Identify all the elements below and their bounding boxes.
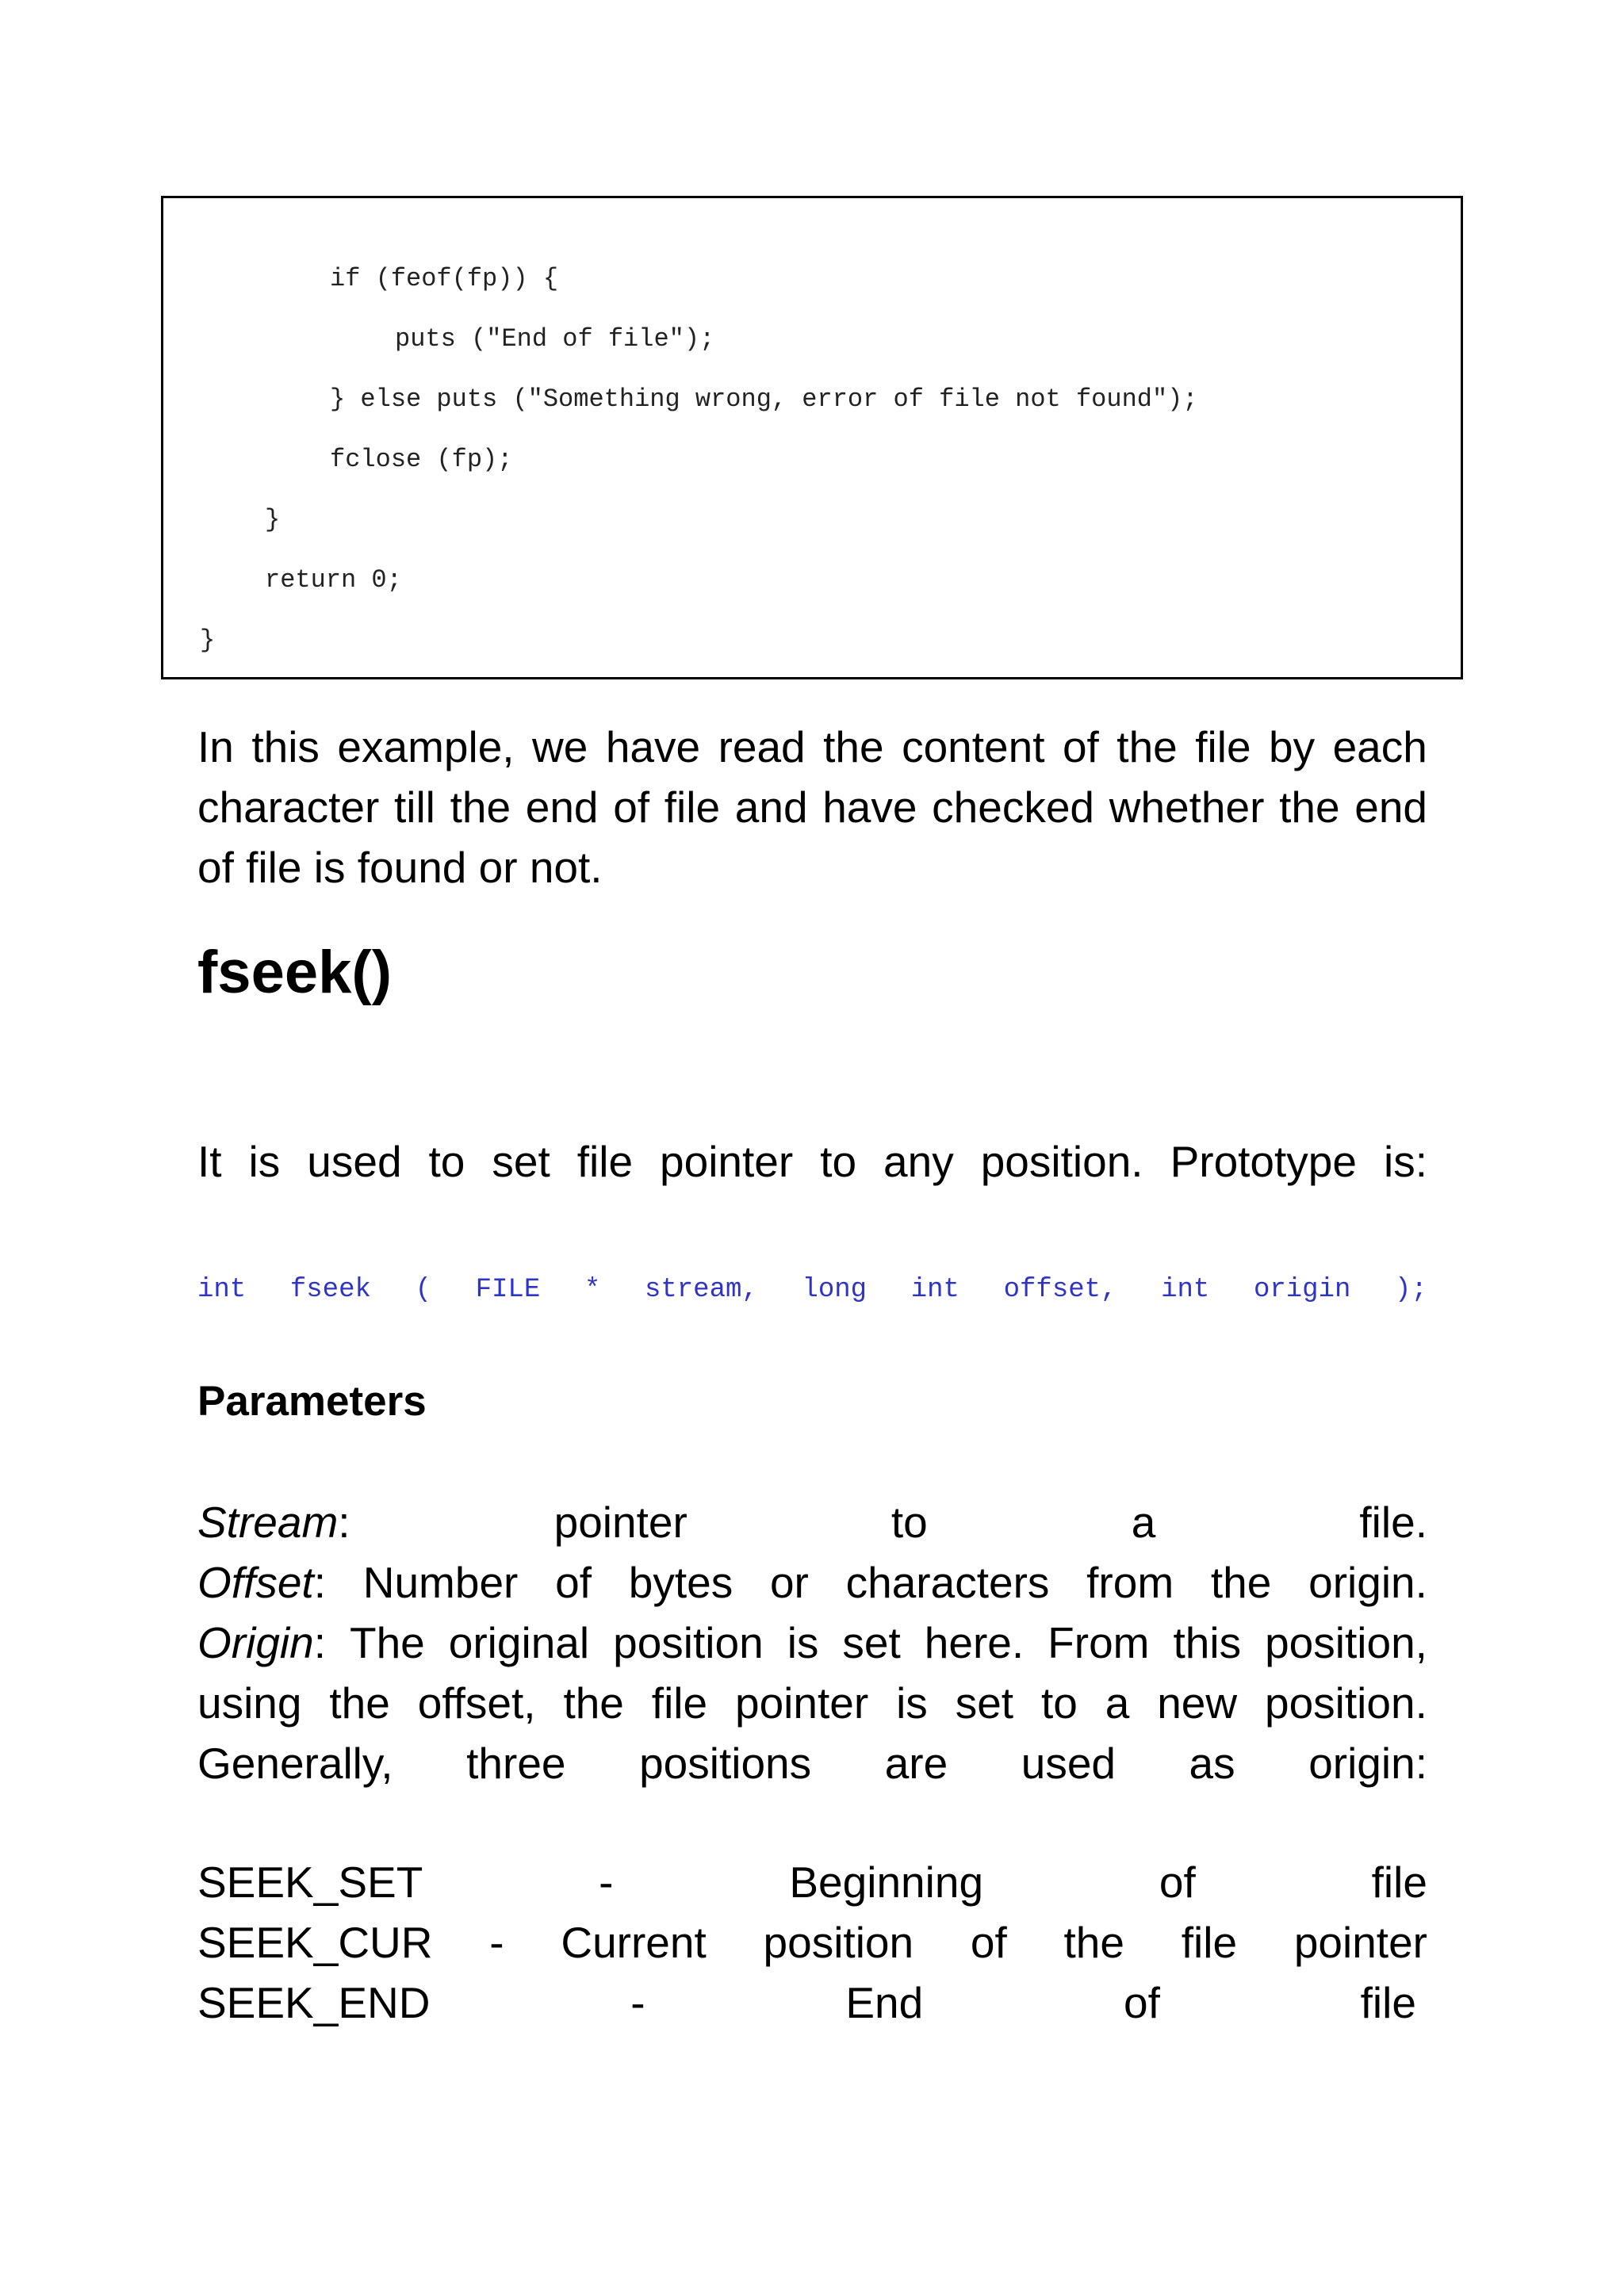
code-line: puts ("End of file"); <box>395 324 715 354</box>
word: the <box>1063 1918 1124 1967</box>
word: the <box>329 1678 390 1728</box>
word: The <box>350 1618 425 1667</box>
word: the <box>563 1678 624 1728</box>
word: are <box>884 1739 948 1788</box>
seek-constant-line <box>197 1912 1427 1973</box>
word: file <box>651 1678 708 1728</box>
word: SEEK_SET <box>197 1858 423 1907</box>
paragraph-line <box>197 1131 1427 1192</box>
word: by <box>1269 722 1316 771</box>
function-prototype <box>197 1275 1427 1305</box>
word: the <box>823 722 884 771</box>
seek-constants-list <box>197 1852 1427 2033</box>
paragraph-line: of file is found or not. <box>197 843 603 892</box>
word: pointer <box>735 1678 869 1728</box>
word: this <box>251 722 320 771</box>
word: file <box>1371 1858 1427 1907</box>
word: position, <box>1265 1618 1427 1667</box>
code-line: } <box>265 505 281 534</box>
word: of <box>1159 1858 1196 1907</box>
paragraph-line <box>197 1673 1427 1733</box>
paragraph-line <box>197 1552 1427 1613</box>
word: to <box>428 1137 465 1186</box>
word: a <box>1131 1498 1156 1547</box>
paragraph-line <box>197 717 1427 777</box>
word: end <box>1354 783 1427 832</box>
word: set <box>842 1618 901 1667</box>
word: position <box>613 1618 764 1667</box>
word: file <box>1181 1918 1238 1967</box>
word: origin: <box>1308 1739 1427 1788</box>
word: Beginning <box>789 1858 984 1907</box>
paragraph-line <box>197 1733 1427 1793</box>
word: set <box>492 1137 550 1186</box>
word: of <box>1062 722 1099 771</box>
seek-constant-line <box>197 1852 1427 1912</box>
word: of <box>613 783 650 832</box>
word: Current <box>561 1918 707 1967</box>
word: It <box>197 1137 222 1186</box>
word: file <box>1195 722 1251 771</box>
word: and <box>734 783 808 832</box>
code-token: origin <box>1253 1275 1351 1305</box>
word: of <box>1124 1978 1160 2027</box>
code-line: } <box>200 626 216 655</box>
word: set <box>955 1678 1014 1728</box>
word: is <box>787 1618 819 1667</box>
word: from <box>1086 1558 1174 1607</box>
word: have <box>605 722 701 771</box>
word: content <box>902 722 1045 771</box>
word: original <box>448 1618 590 1667</box>
code-block <box>161 196 1463 679</box>
word: End <box>845 1978 924 2027</box>
paragraph-line <box>197 1613 1427 1673</box>
word: as <box>1189 1739 1235 1788</box>
code-token: fseek <box>289 1275 371 1305</box>
code-token: stream, <box>644 1275 758 1305</box>
word: is <box>248 1137 281 1186</box>
word: example, <box>337 722 515 771</box>
param-name: Origin <box>197 1618 314 1667</box>
parameters-heading: Parameters <box>197 1378 427 1425</box>
word: new <box>1157 1678 1238 1728</box>
word: any <box>883 1137 954 1186</box>
word: Generally, <box>197 1739 393 1788</box>
paragraph-line <box>197 1492 1427 1552</box>
code-line: return 0; <box>265 565 402 595</box>
code-token: * <box>584 1275 601 1305</box>
word: checked <box>932 783 1095 832</box>
word: file <box>576 1137 634 1186</box>
word: or <box>769 1558 809 1607</box>
word: to <box>891 1498 928 1547</box>
word: of <box>970 1918 1007 1967</box>
word: origin. <box>1308 1558 1427 1607</box>
word: - <box>489 1918 504 1967</box>
word: the <box>1116 722 1178 771</box>
word: offset, <box>417 1678 536 1728</box>
word: three <box>466 1739 566 1788</box>
param-term: Offset: <box>197 1558 326 1607</box>
word: the <box>1279 783 1340 832</box>
word: From <box>1048 1618 1150 1667</box>
word: pointer <box>553 1498 688 1547</box>
code-token: offset, <box>1003 1275 1117 1305</box>
word: SEEK_END <box>197 1978 431 2027</box>
word: is: <box>1383 1137 1427 1186</box>
description-paragraph <box>197 1131 1427 1192</box>
word: file <box>1360 1978 1416 2027</box>
code-line: fclose (fp); <box>330 445 513 474</box>
code-token: ( <box>415 1275 431 1305</box>
code-token: int <box>1161 1275 1210 1305</box>
param-term: Stream: <box>197 1498 350 1547</box>
param-term: Origin: <box>197 1618 326 1667</box>
word: to <box>1040 1678 1078 1728</box>
word: the <box>1210 1558 1272 1607</box>
word: characters <box>845 1558 1050 1607</box>
param-name: Offset <box>197 1558 314 1607</box>
paragraph-line <box>197 777 1427 837</box>
word: In <box>197 722 234 771</box>
word: using <box>197 1678 302 1728</box>
word: is <box>896 1678 928 1728</box>
word: SEEK_CUR <box>197 1918 433 1967</box>
word: pointer <box>660 1137 794 1186</box>
code-token: ); <box>1395 1275 1427 1305</box>
word: used <box>307 1137 402 1186</box>
word: positions <box>639 1739 812 1788</box>
word: this <box>1173 1618 1242 1667</box>
parameters-paragraph <box>197 1492 1427 1793</box>
word: Prototype <box>1170 1137 1357 1186</box>
word: each <box>1332 722 1427 771</box>
word: whether <box>1109 783 1265 832</box>
word: of <box>555 1558 592 1607</box>
word: position. <box>1265 1678 1427 1728</box>
word: a <box>1105 1678 1130 1728</box>
word: the <box>450 783 511 832</box>
code-token: FILE <box>475 1275 541 1305</box>
word: till <box>393 783 435 832</box>
word: have <box>822 783 917 832</box>
code-line: } else puts ("Something wrong, error of file not found"); <box>330 385 1198 414</box>
word: to <box>820 1137 857 1186</box>
seek-constant-line <box>197 1973 1427 2033</box>
code-token: int <box>197 1275 247 1305</box>
code-token: int <box>910 1275 959 1305</box>
word: bytes <box>628 1558 733 1607</box>
code-token: long <box>802 1275 868 1305</box>
code-line: if (feof(fp)) { <box>330 264 559 293</box>
intro-paragraph <box>197 717 1427 897</box>
word: file. <box>1359 1498 1427 1547</box>
word: file <box>664 783 721 832</box>
word: we <box>532 722 588 771</box>
word: Number <box>362 1558 519 1607</box>
section-heading: fseek() <box>197 939 392 1006</box>
word: - <box>630 1978 645 2027</box>
word: character <box>197 783 380 832</box>
word: pointer <box>1293 1918 1427 1967</box>
word: here. <box>924 1618 1025 1667</box>
param-name: Stream <box>197 1498 339 1547</box>
word: position <box>763 1918 914 1967</box>
word: position. <box>980 1137 1143 1186</box>
word: read <box>718 722 806 771</box>
word: - <box>599 1858 614 1907</box>
word: used <box>1021 1739 1116 1788</box>
word: end <box>525 783 599 832</box>
